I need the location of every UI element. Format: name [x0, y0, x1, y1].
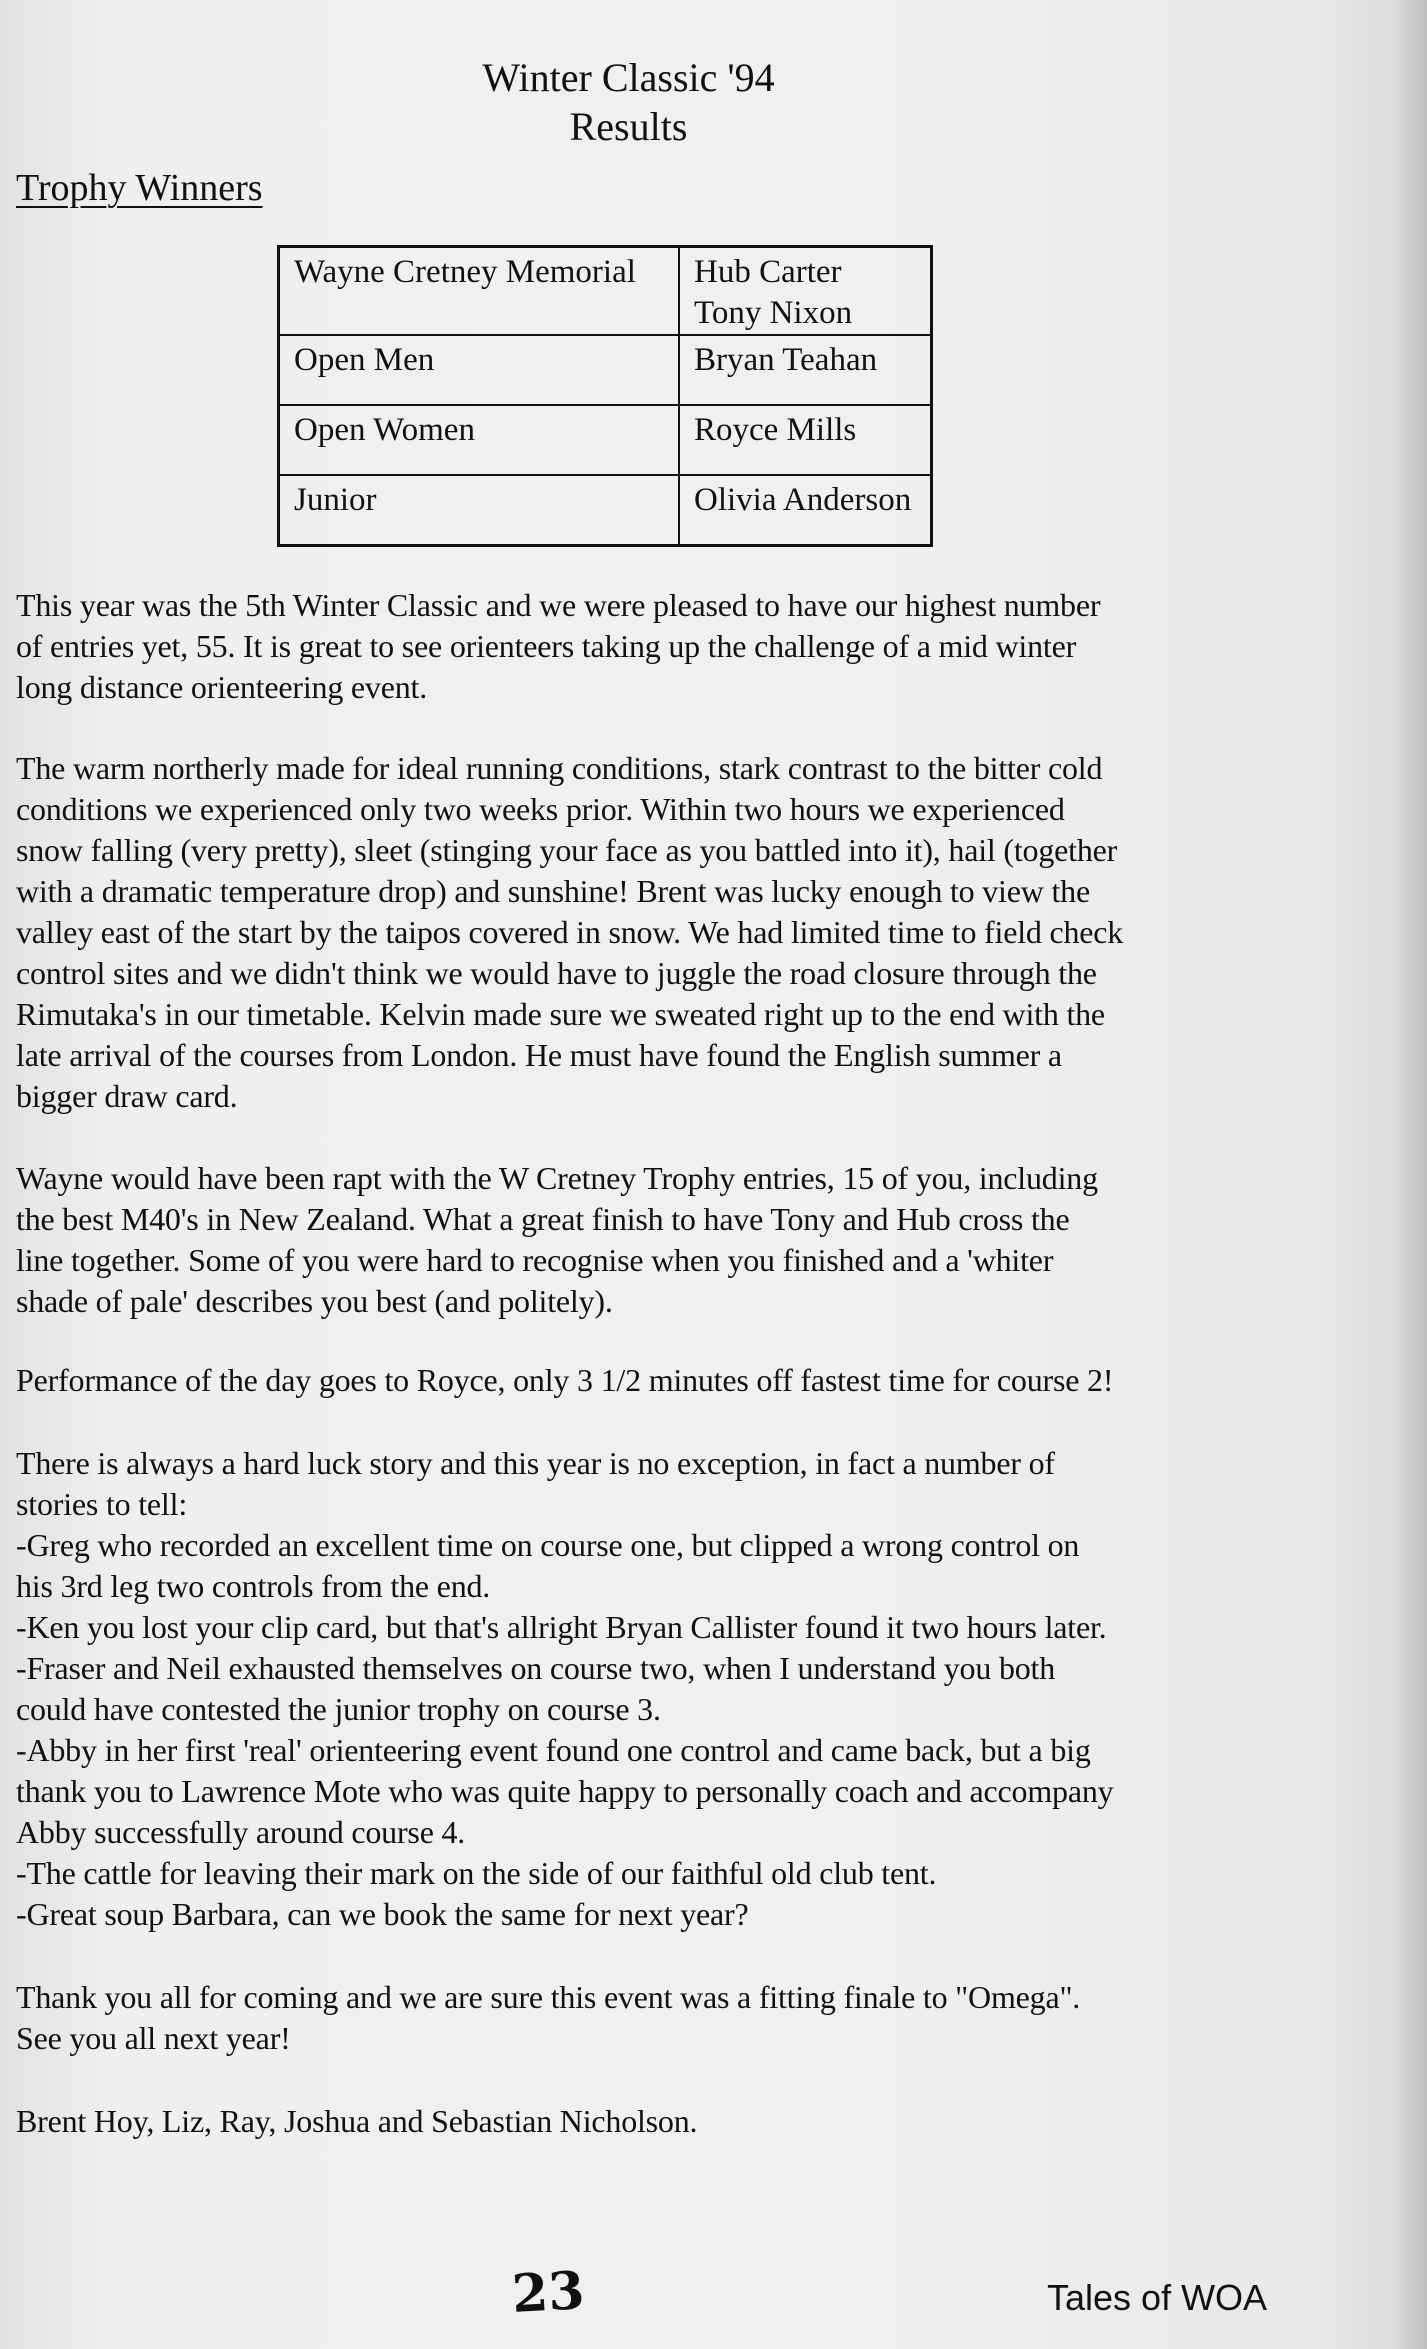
page-edge-shadow [1391, 0, 1427, 2349]
document-subtitle: Results [569, 104, 688, 149]
trophy-winners-heading: Trophy Winners [16, 167, 263, 209]
trophy-category: Junior [279, 475, 680, 546]
table-row [279, 247, 932, 336]
table-row [279, 335, 932, 405]
trophy-winners-table [277, 245, 933, 547]
trophy-category: Wayne Cretney Memorial [279, 247, 680, 336]
paragraph-cretney-trophy: Wayne would have been rapt with the W Cretney Trophy entries, 15 of you, including the best M40's in New Zealand. What a great finish to have Tony and Hub cross the line together. Some of you were hard to recognise when you finished and a 'whiter shade of pale' describes you best (and politely). [16, 1160, 1098, 1319]
trophy-category: Open Men [279, 335, 680, 405]
trophy-winner: Royce Mills [679, 405, 932, 475]
page-number: 23 [510, 2260, 586, 2325]
publication-name: Tales of WOA [1047, 2277, 1268, 2318]
trophy-winner: Bryan Teahan [679, 335, 932, 405]
document-title: Winter Classic '94 [482, 55, 775, 100]
paragraph-thanks: Thank you all for coming and we are sure this event was a fitting finale to "Omega". See you all next year! [16, 1979, 1081, 2056]
trophy-winner: Olivia Anderson [679, 475, 932, 546]
trophy-winner: Hub Carter Tony Nixon [679, 247, 932, 336]
paragraph-signature: Brent Hoy, Liz, Ray, Joshua and Sebastian Nicholson. [16, 2103, 698, 2139]
paragraph-performance: Performance of the day goes to Royce, only 3 1/2 minutes off fastest time for course 2! [16, 1362, 1114, 1398]
trophy-category: Open Women [279, 405, 680, 475]
paragraph-hard-luck: There is always a hard luck story and this year is no exception, in fact a number of stories to tell: -Greg who recorded an excellent time on course one, but clipped a wrong control on his 3rd leg two controls from the end. -Ken you lost your clip card, but that's allright Bryan Callister found it two hours later. -Fraser and Neil exhausted themselves on course two, when I understand you both could have contested the junior trophy on course 3. -Abby in her first 'real' orienteering event found one control and came back, but a big thank you to Lawrence Mote who was quite happy to personally coach and accompany Abby successfully around course 4. -The cattle for leaving their mark on the side of our faithful old club tent. -Great soup Barbara, can we book the same for next year? [16, 1445, 1114, 1932]
table-row [279, 405, 932, 475]
paragraph-conditions: The warm northerly made for ideal running conditions, stark contrast to the bitter cold conditions we experienced only two weeks prior. Within two hours we experienced snow falling (very pretty), sleet (stinging your face as you battled into it), hail (together with a dramatic temperature drop) and sunshine! Brent was lucky enough to view the valley east of the start by the taipos covered in snow. We had limited time to field check control sites and we didn't think we would have to juggle the road closure through the Rimutaka's in our timetable. Kelvin made sure we sweated right up to the end with the late arrival of the courses from London. He must have found the English summer a bigger draw card. [16, 750, 1124, 1114]
paragraph-intro: This year was the 5th Winter Classic and we were pleased to have our highest number of entries yet, 55. It is great to see orienteers taking up the challenge of a mid winter long distance orienteering event. [16, 587, 1101, 705]
table-row [279, 475, 932, 546]
